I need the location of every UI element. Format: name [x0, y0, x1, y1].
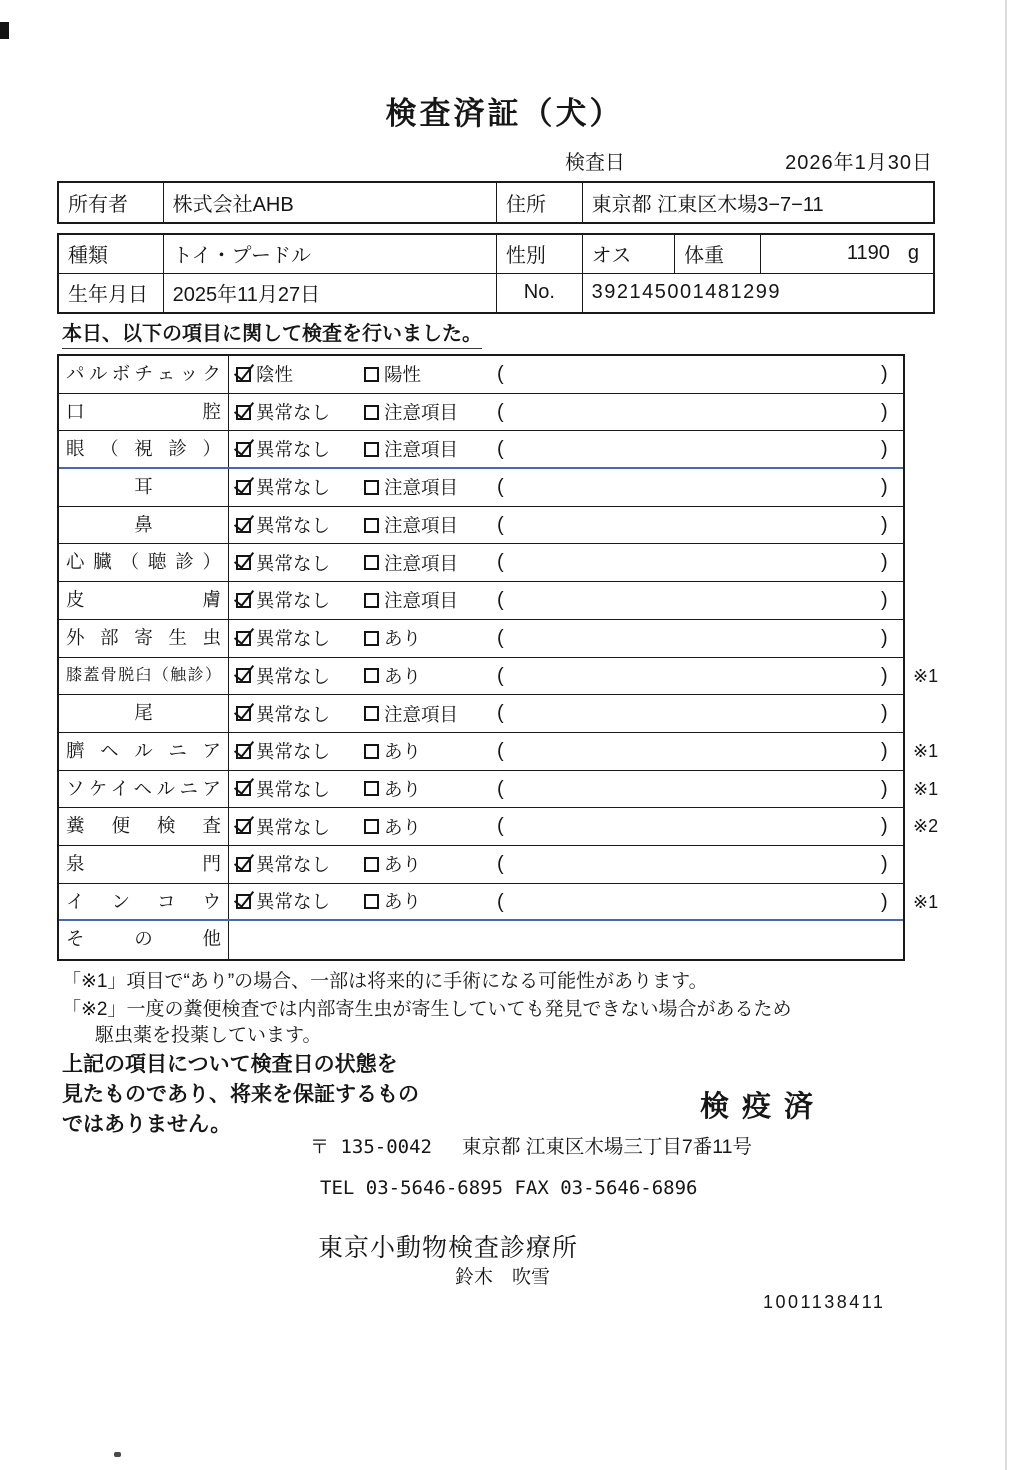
- item-label: 尾: [59, 695, 229, 732]
- checklist-row-inguinal-hernia: [59, 771, 939, 809]
- item-label: インコウ: [59, 884, 229, 920]
- option-label: 注意項目: [384, 590, 459, 612]
- remarks-paren-open: (: [497, 890, 504, 913]
- checkbox-no-abnormality: [236, 668, 251, 683]
- footnote-1: 「※1」項目で“あり”の場合、一部は将来的に手術になる可能性があります。: [62, 971, 708, 992]
- document-title: 検査済証（犬）: [385, 96, 624, 131]
- scan-artifact: [0, 22, 9, 39]
- option-label: 異常なし: [256, 703, 331, 725]
- remarks-paren-close: ): [881, 702, 888, 725]
- checklist-row-umbilical-hernia: [59, 733, 939, 771]
- checkbox-present: [364, 744, 379, 759]
- inspection-date-value: 2026年1月30日: [785, 152, 933, 174]
- item-options: [229, 582, 903, 619]
- option-label: あり: [384, 778, 422, 800]
- remarks-paren-open: (: [497, 852, 504, 875]
- item-label: 眼（視診）: [59, 431, 229, 467]
- item-label: 鼻: [59, 507, 229, 544]
- checkbox-no-abnormality: [236, 781, 251, 796]
- birth-row: [59, 274, 933, 313]
- option-label: あり: [384, 665, 422, 687]
- option-label: あり: [384, 854, 422, 876]
- option-label: 注意項目: [384, 477, 459, 499]
- checkbox-present: [364, 668, 379, 683]
- item-label: その他: [59, 921, 229, 959]
- option-label: 異常なし: [256, 439, 331, 461]
- item-options: [229, 620, 903, 657]
- option-label: あり: [384, 628, 422, 650]
- weight-value: 1190: [846, 242, 890, 265]
- checkbox-no-abnormality: [236, 706, 251, 721]
- checklist-row-other: [59, 921, 903, 959]
- item-options: [229, 658, 903, 695]
- scan-edge-line: [1005, 0, 1007, 1470]
- remarks-paren-open: (: [497, 513, 504, 536]
- remarks-paren-close: ): [881, 513, 888, 536]
- checkbox-no-abnormality: [236, 857, 251, 872]
- checklist-row-tail: [59, 695, 903, 733]
- remarks-paren-close: ): [881, 852, 888, 875]
- owner-label: 所有者: [59, 183, 164, 222]
- breed-value: トイ・プードル: [164, 235, 497, 273]
- option-label: 異常なし: [256, 891, 331, 913]
- intro-sentence: 本日、以下の項目に関して検査を行いました。: [62, 317, 482, 349]
- option-label: 陰性: [256, 364, 294, 386]
- remarks-paren-close: ): [881, 363, 888, 385]
- tel-fax: TEL 03-5646-6895 FAX 03-5646-6896: [320, 1177, 698, 1199]
- remarks-paren-close: ): [881, 589, 888, 612]
- checklist-row-ears: [59, 469, 903, 507]
- item-label: 泉門: [59, 846, 229, 883]
- item-options: [229, 544, 903, 581]
- remarks-paren-open: (: [497, 363, 504, 385]
- disclaimer-line: ではありません。: [62, 1113, 232, 1136]
- option-label: 注意項目: [384, 402, 459, 424]
- footnote-mark: ※1: [913, 665, 939, 686]
- checkbox-caution: [364, 706, 379, 721]
- remarks-paren-close: ): [881, 476, 888, 499]
- item-label: 外部寄生虫: [59, 620, 229, 657]
- owner-value: 株式会社AHB: [164, 183, 497, 222]
- checkbox-caution: [364, 405, 379, 420]
- pet-info-table: [57, 233, 935, 314]
- option-label: 注意項目: [384, 703, 459, 725]
- item-options: [229, 695, 903, 732]
- remarks-paren-close: ): [881, 815, 888, 838]
- checklist-row-nose: [59, 507, 903, 545]
- footnote-2-line1: 「※2」一度の糞便検査では内部寄生虫が寄生していても発見できない場合があるため: [62, 999, 792, 1020]
- remarks-paren-close: ): [881, 664, 888, 687]
- checkbox-present: [364, 857, 379, 872]
- remarks-paren-close: ): [881, 438, 888, 461]
- item-options: [229, 733, 903, 770]
- checklist-row-parvo-check: [59, 356, 903, 394]
- checkbox-no-abnormality: [236, 894, 251, 909]
- address-value: 東京都 江東区木場3−7−11: [591, 193, 824, 216]
- item-options: [229, 808, 903, 845]
- item-options: [229, 394, 903, 431]
- checklist-row-heart: [59, 544, 903, 582]
- option-label: あり: [384, 816, 422, 838]
- item-label: 心臓（聴診）: [59, 544, 229, 581]
- remarks-paren-open: (: [497, 626, 504, 649]
- owner-row: [59, 183, 933, 222]
- option-label: 異常なし: [256, 665, 331, 687]
- item-options: [229, 771, 903, 808]
- remarks-paren-open: (: [497, 551, 504, 574]
- option-label: 異常なし: [256, 628, 331, 650]
- inspector-name: 鈴木 吹雪: [455, 1267, 551, 1288]
- remarks-paren-close: ): [881, 890, 888, 913]
- no-label: No.: [497, 274, 583, 313]
- scan-artifact: [114, 1452, 121, 1457]
- postal-code: 〒 135-0042: [310, 1136, 432, 1158]
- weight-unit: g: [907, 242, 919, 265]
- footnote-mark: ※1: [913, 740, 939, 761]
- sex-label: 性別: [497, 235, 583, 273]
- option-label: 異常なし: [256, 778, 331, 800]
- item-options: [229, 507, 903, 544]
- birth-value: 2025年11月27日: [164, 274, 497, 313]
- checkbox-no-abnormality: [236, 518, 251, 533]
- checkbox-no-abnormality: [236, 744, 251, 759]
- item-options: [229, 431, 903, 467]
- owner-table: [57, 181, 935, 224]
- checkbox-present: [364, 894, 379, 909]
- item-label: 口腔: [59, 394, 229, 431]
- option-label: あり: [384, 741, 422, 763]
- sex-value: オス: [583, 235, 676, 273]
- checklist-row-oral-cavity: [59, 394, 903, 432]
- checkbox-present: [364, 781, 379, 796]
- option-label: 異常なし: [256, 515, 331, 537]
- checkbox-caution: [364, 555, 379, 570]
- birth-label: 生年月日: [59, 274, 164, 313]
- inspection-date-label: 検査日: [565, 152, 625, 174]
- remarks-paren-open: (: [497, 664, 504, 687]
- footnote-mark: ※1: [913, 778, 939, 799]
- checkbox-no-abnormality: [236, 593, 251, 608]
- item-options: [229, 469, 903, 506]
- option-label: 異常なし: [256, 816, 331, 838]
- breed-label: 種類: [59, 235, 164, 273]
- inspection-checklist-table: [57, 354, 939, 961]
- option-label: 注意項目: [384, 552, 459, 574]
- disclaimer-text: [62, 1050, 419, 1140]
- remarks-paren-close: ): [881, 400, 888, 423]
- checkbox-negative: [236, 367, 251, 382]
- checkbox-no-abnormality: [236, 555, 251, 570]
- checklist-row-external-parasites: [59, 620, 903, 658]
- item-options: [229, 356, 903, 393]
- option-label: あり: [384, 891, 422, 913]
- serial-number: 1001138411: [763, 1292, 886, 1312]
- clinic-address: 東京都 江東区木場三丁目7番11号: [462, 1136, 753, 1158]
- remarks-paren-open: (: [497, 739, 504, 762]
- checkbox-caution: [364, 480, 379, 495]
- footnote-2-line2: 駆虫薬を投薬しています。: [95, 1025, 322, 1046]
- checkbox-no-abnormality: [236, 819, 251, 834]
- option-label: 異常なし: [256, 854, 331, 876]
- remarks-paren-close: ): [881, 551, 888, 574]
- item-options: [229, 921, 903, 959]
- option-label: 陽性: [384, 364, 422, 386]
- item-label: 皮膚: [59, 582, 229, 619]
- checkbox-present: [364, 819, 379, 834]
- breed-row: [59, 235, 933, 274]
- disclaimer-line: 見たものであり、将来を保証するもの: [62, 1083, 419, 1106]
- remarks-paren-open: (: [497, 589, 504, 612]
- checkbox-present: [364, 631, 379, 646]
- checkbox-caution: [364, 518, 379, 533]
- address-label: 住所: [497, 183, 583, 222]
- checkbox-no-abnormality: [236, 480, 251, 495]
- checkbox-no-abnormality: [236, 631, 251, 646]
- checklist-row-cryptorchidism: [59, 884, 939, 922]
- item-options: [229, 884, 903, 920]
- option-label: 注意項目: [384, 439, 459, 461]
- checklist-row-fecal-exam: [59, 808, 939, 846]
- remarks-paren-open: (: [497, 815, 504, 838]
- disclaimer-line: 上記の項目について検査日の状態を: [62, 1053, 398, 1076]
- item-options: [229, 846, 903, 883]
- remarks-paren-close: ): [881, 626, 888, 649]
- checkbox-caution: [364, 442, 379, 457]
- remarks-paren-open: (: [497, 476, 504, 499]
- item-label: ソケイヘルニア: [59, 771, 229, 808]
- item-label: 糞便検査: [59, 808, 229, 845]
- remarks-paren-open: (: [497, 702, 504, 725]
- footnote-mark: ※1: [913, 891, 939, 912]
- item-label: パルボチェック: [59, 356, 229, 393]
- option-label: 異常なし: [256, 552, 331, 574]
- item-label: 臍ヘルニア: [59, 733, 229, 770]
- option-label: 異常なし: [256, 477, 331, 499]
- checkbox-no-abnormality: [236, 405, 251, 420]
- checkbox-positive: [364, 367, 379, 382]
- checklist-row-patella: [59, 658, 939, 696]
- option-label: 異常なし: [256, 741, 331, 763]
- item-label: 膝蓋骨脱臼（触診）: [59, 658, 229, 695]
- checkbox-caution: [364, 593, 379, 608]
- item-label: 耳: [59, 469, 229, 506]
- quarantine-passed-stamp: 検疫済: [700, 1091, 827, 1123]
- option-label: 注意項目: [384, 515, 459, 537]
- option-label: 異常なし: [256, 590, 331, 612]
- clinic-name: 東京小動物検査診療所: [318, 1234, 579, 1262]
- checklist-row-fontanelle: [59, 846, 903, 884]
- checkbox-no-abnormality: [236, 442, 251, 457]
- remarks-paren-open: (: [497, 400, 504, 423]
- checklist-row-eyes: [59, 431, 903, 469]
- remarks-paren-close: ): [881, 739, 888, 762]
- weight-label: 体重: [675, 235, 761, 273]
- footnote-mark: ※2: [913, 816, 939, 837]
- option-label: 異常なし: [256, 402, 331, 424]
- checklist-row-skin: [59, 582, 903, 620]
- remarks-paren-close: ): [881, 777, 888, 800]
- weight-value-cell: [761, 235, 933, 273]
- remarks-paren-open: (: [497, 438, 504, 461]
- remarks-paren-open: (: [497, 777, 504, 800]
- no-value: 392145001481299: [591, 281, 782, 304]
